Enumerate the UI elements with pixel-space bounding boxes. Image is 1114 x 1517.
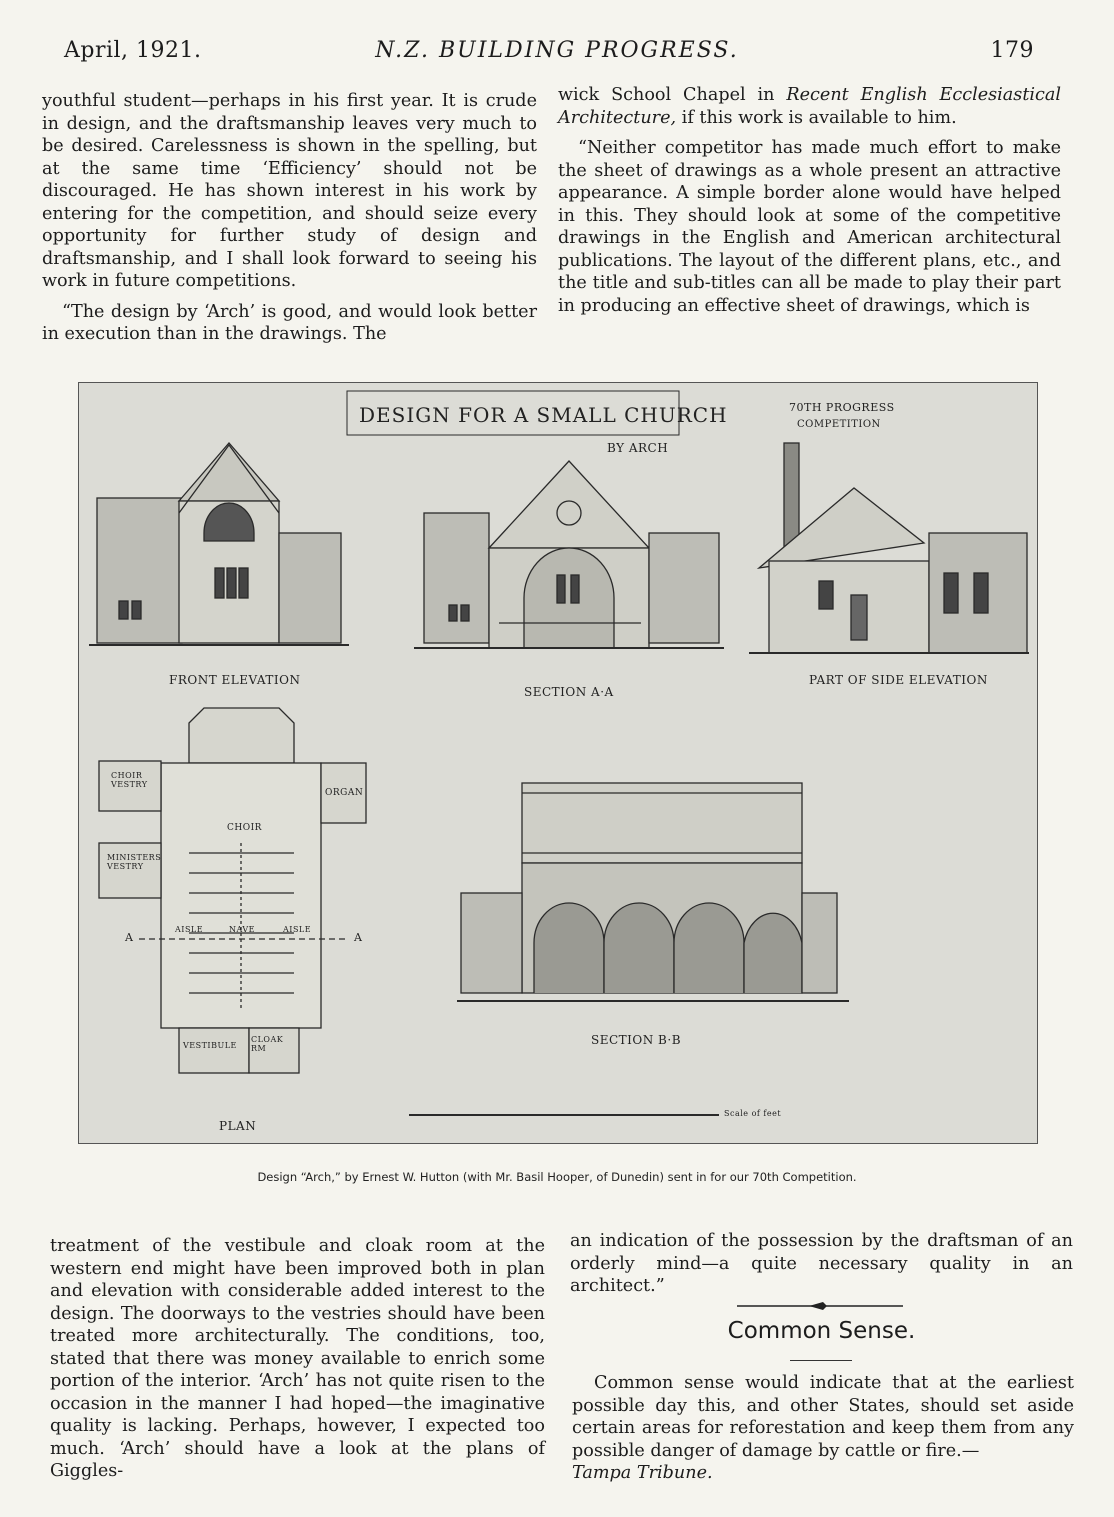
article-body <box>572 1372 1074 1485</box>
column-bottom-left <box>50 1235 545 1491</box>
section-marker-a-right: A <box>354 931 363 944</box>
side-elevation-label: PART OF SIDE ELEVATION <box>809 673 988 687</box>
plan-label-ministers-vestry: MINISTERS VESTRY <box>107 853 162 871</box>
plan-label-vestibule: VESTIBULE <box>183 1041 237 1050</box>
competition-label-line1: 70TH PROGRESS <box>789 401 895 414</box>
section-bb-drawing <box>457 783 849 1001</box>
column-top-right <box>558 84 1061 325</box>
drawing-author: BY ARCH <box>607 441 669 455</box>
architectural-drawing-sheet <box>78 382 1038 1144</box>
section-marker-a-left: A <box>125 931 134 944</box>
journal-title: N.Z. BUILDING PROGRESS. <box>375 38 739 63</box>
plan-label: PLAN <box>219 1119 257 1133</box>
plan-label-choir-vestry: CHOIR VESTRY <box>111 771 148 789</box>
article-heading: Common Sense. <box>727 1318 916 1344</box>
column-top-left <box>42 90 537 354</box>
plan-label-cloak-room: CLOAK RM <box>251 1035 284 1053</box>
competition-label-line2: COMPETITION <box>797 419 881 430</box>
book-title: Recent English Ecclesiastical Architecture, <box>558 85 1061 128</box>
plan-label-nave: NAVE <box>229 925 255 934</box>
section-aa-label: SECTION A·A <box>524 685 614 699</box>
scale-label: Scale of feet <box>724 1109 782 1118</box>
figure-caption: Design “Arch,” by Ernest W. Hutton (with Mr. Basil Hooper, of Dunedin) sent in for our 70th Competition. <box>257 1170 857 1184</box>
paragraph: treatment of the vestibule and cloak room at the western end might have been improved both in plan and elevation with considerable added interest to the design. The doorways to the vestries should have been treated more architecturally. The conditions, too, stated that there was money available to enrich some portion of the interior. ‘Arch’ has not quite risen to the occasion in the manner I had hoped—the imaginative quality is lacking. Perhaps, however, I expected too much. ‘Arch’ should have a look at the plans of Giggles- <box>50 1236 545 1481</box>
church-plan-drawing <box>99 708 366 1073</box>
plan-label-choir: CHOIR <box>227 823 262 833</box>
paragraph: youthful student—perhaps in his first year. It is crude in design, and the draftsmanship leaves very much to be desired. Carelessness is shown in the spelling, but at the same time ‘Efficiency’ should not be discouraged. He has shown interest in his work by entering for the competition, and should seize every opportunity for further study of design and draftsmanship, and I shall look forward to seeing his work in future competitions. <box>42 91 537 291</box>
plan-label-aisle-right: AISLE <box>283 925 312 934</box>
heading-underline <box>790 1360 852 1361</box>
page-number: 179 <box>990 38 1034 63</box>
front-elevation-label: FRONT ELEVATION <box>169 673 301 687</box>
paragraph: “Neither competitor has made much effort to make the sheet of drawings as a whole present an attractive appearance. A simple border alone would have helped in this. They should look at some of the competitive drawings in the English and American architectural publications. The layout of the different plans, etc., and the title and sub-titles can all be made to play their part in producing an effective sheet of drawings, which is <box>558 138 1061 316</box>
plan-label-organ: ORGAN <box>325 788 364 798</box>
paragraph: an indication of the possession by the draftsman of an orderly mind—a quite necessary quality in an architect.” <box>570 1231 1073 1296</box>
section-divider <box>737 1302 903 1310</box>
article-source: Tampa Tribune. <box>572 1463 713 1483</box>
front-elevation-drawing <box>89 443 349 645</box>
column-bottom-right <box>570 1230 1073 1306</box>
drawing-title: DESIGN FOR A SMALL CHURCH <box>359 403 728 427</box>
issue-date: April, 1921. <box>64 38 202 63</box>
section-aa-drawing <box>414 461 724 648</box>
plan-label-aisle-left: AISLE <box>175 925 204 934</box>
section-bb-label: SECTION B·B <box>591 1033 682 1047</box>
paragraph: “The design by ‘Arch’ is good, and would look better in execution than in the drawings. The <box>42 301 537 344</box>
article-text: Common sense would indicate that at the earliest possible day this, and other States, should set aside certain areas for reforestation and keep them from any possible danger of damage by cattle or fire.— <box>572 1373 1074 1461</box>
drawing-lines <box>79 383 1037 1143</box>
side-elevation-drawing <box>749 443 1029 653</box>
paragraph: wick School Chapel in Recent English Ecclesiastical Architecture, if this work is available to him. <box>558 85 1061 128</box>
